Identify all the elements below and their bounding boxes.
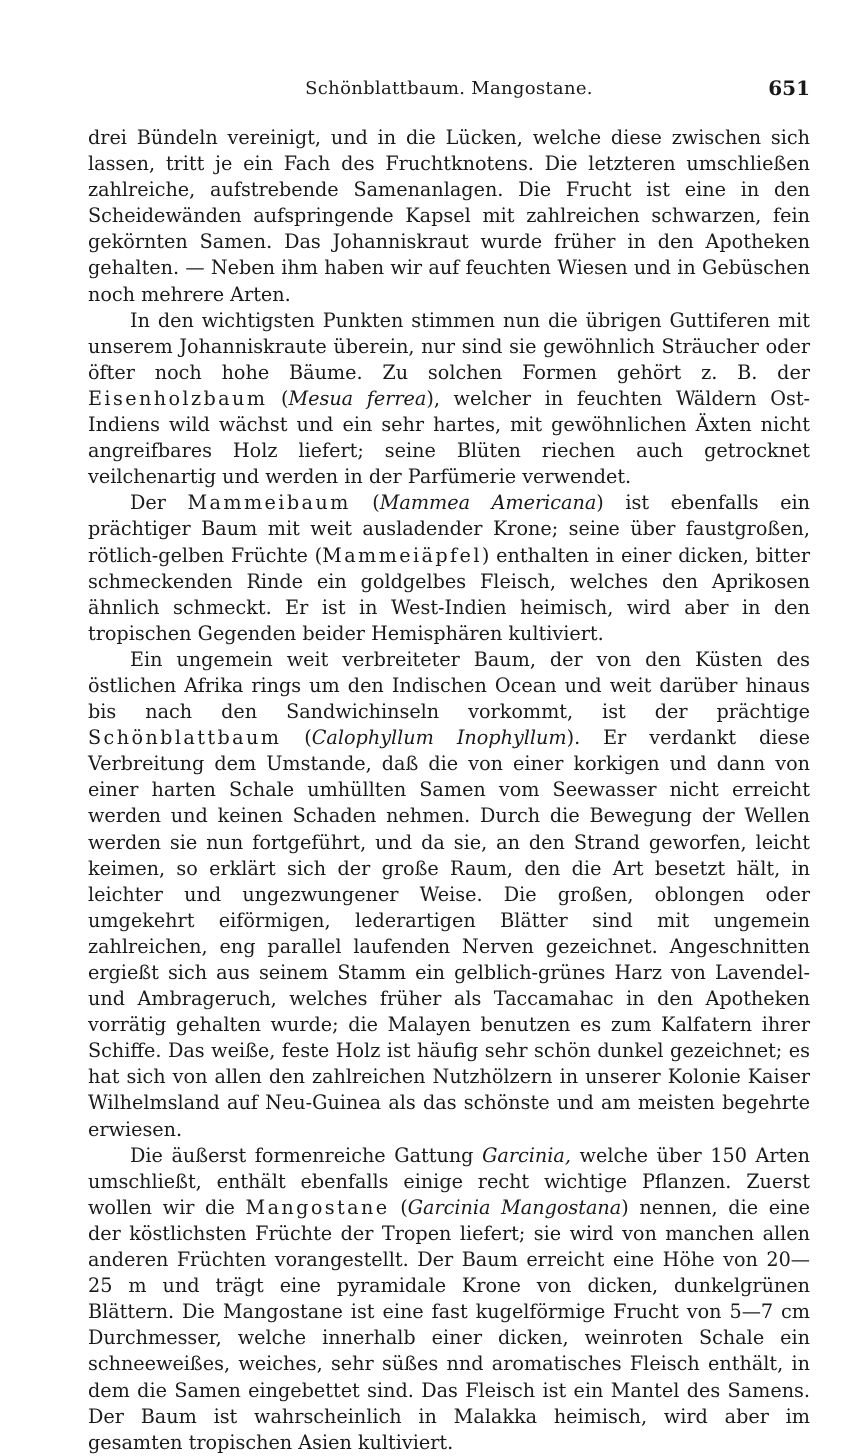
text-run: In den wichtigsten Punkten stimmen nun die übrigen Guttiferen mit unserem Johanniskraute überein, nur sind sie gewöhnlich Sträucher oder öfter noch hohe Bäume. Zu solchen Formen gehört z. B. der [88,308,810,384]
text-run: ( [281,726,312,750]
emphasized-term: Mammeibaum [187,491,351,515]
text-run: ( [389,1195,408,1219]
italic-term: Calophyllum Inophyllum [311,726,567,750]
paragraph [88,308,810,491]
paragraph [88,1143,810,1456]
page-header [88,78,810,102]
italic-term: Mammea Americana [379,491,597,515]
text-run: Ein ungemein weit verbreiteter Baum, der von den Küsten des östlichen Afrika rings um den Indischen Ocean und weit darüber hinaus bis nach den Sandwichinseln vorkommt, ist der prächtige [88,647,810,724]
emphasized-term: Schönblattbaum [88,726,282,750]
italic-term: Garcinia, [482,1143,571,1167]
text-run: ( [267,386,289,410]
text-run: welche über 150 Arten umschließt, enthält ebenfalls einige recht wichtige Pflanzen. Zuerst wollen wir die [88,1143,811,1219]
text-run: ), welcher in feuchten Wäldern Ost-Indiens wild wächst und ein sehr hartes, mit gewöhnlichen Äxten nicht angreifbares Holz liefert; seine Blüten riechen auch getrocknet veilchenartig und werden in der Parfümerie verwendet. [88,386,811,489]
text-run: ( [350,491,380,515]
text-run: Der [130,491,188,515]
text-run: ) ist ebenfalls ein prächtiger Baum mit weit ausladender Krone; seine über faustgroßen, rötlich-gelben Früchte ( [88,491,810,567]
running-title: Schönblattbaum. Mangostane. [305,78,593,99]
italic-term: Mesua ferrea [288,386,427,410]
text-run: ). Er verdankt diese Verbreitung dem Umstande, daß die von einer korkigen und dann von einer harten Schale umhüllten Samen vom Seewasser nicht erreicht werden und keinen Schaden nehmen. Durch die Bewegung der Wellen werden sie nun fortgeführt, und da sie, an den Strand geworfen, leicht keimen, so erklärt sich der große Raum, den die Art besetzt hält, in leichter und ungezwungener Weise. Die großen, oblongen oder umgekehrt eiförmigen, lederartigen Blätter sind mit ungemein zahlreichen, eng parallel laufenden Nerven gezeichnet. Angeschnitten ergießt sich aus seinem Stamm ein gelblich-grünes Harz von Lavendel- und Ambrageruch, welches früher als Taccamahac in den Apotheken vorrätig gehalten wurde; die Malayen benutzen es zum Kalfatern ihrer Schiffe. Das weiße, feste Holz ist häufig sehr schön dunkel gezeichnet; es hat sich von allen den zahlreichen Nutzhölzern in unserer Kolonie Kaiser Wilhelmsland auf Neu-Guinea als das schönste und am meisten begehrte erwiesen. [88,726,810,1141]
emphasized-term: Mammeiäpfel [322,543,482,567]
italic-term: Garcinia Mangostana [407,1195,622,1219]
text-run: drei Bündeln vereinigt, und in die Lücken, welche diese zwischen sich lassen, tritt je ein Fach des Fruchtknotens. Die letzteren umschließen zahlreiche, aufstrebende Samenanlagen. Die Frucht ist eine in den Scheidewänden aufspringende Kapsel mit zahlreichen schwarzen, fein gekörnten Samen. Das Johanniskraut wurde früher in den Apotheken gehalten. — Neben ihm haben wir auf feuchten Wiesen und in Gebüschen noch mehrere Arten. [88,126,810,306]
page-number: 651 [768,76,810,100]
paragraph [88,647,810,1143]
text-run: ) nennen, die eine der köstlichsten Früchte der Tropen liefert; sie wird von manchen allen anderen Früchten vorangestellt. Der Baum erreicht eine Höhe von 20—25 m und trägt eine pyramidale Krone von dicken, dunkelgrünen Blättern. Die Mangostane ist eine fast kugelförmige Frucht von 5—7 cm Durchmesser, welche innerhalb einer dicken, weinroten Schale ein schneeweißes, weiches, sehr süßes nnd aromatisches Fleisch enthält, in dem die Samen eingebettet sind. Das Fleisch ist ein Mantel des Samens. Der Baum ist wahrscheinlich in Malakka heimisch, wird aber im gesamten tropischen Asien kultiviert. [88,1195,810,1454]
body-text [88,125,810,1456]
paragraph [88,125,810,308]
emphasized-term: Mangostane [245,1195,390,1219]
paragraph [88,490,810,647]
emphasized-term: Eisenholzbaum [88,386,268,410]
text-run: ) enthalten in einer dicken, bitter schmeckenden Rinde ein goldgelbes Fleisch, welches den Aprikosen ähnlich schmeckt. Er ist in West-Indien heimisch, wird aber in den tropischen Gegenden beider Hemisphären kultiviert. [88,543,810,645]
text-run: Die äußerst formenreiche Gattung [130,1143,483,1167]
